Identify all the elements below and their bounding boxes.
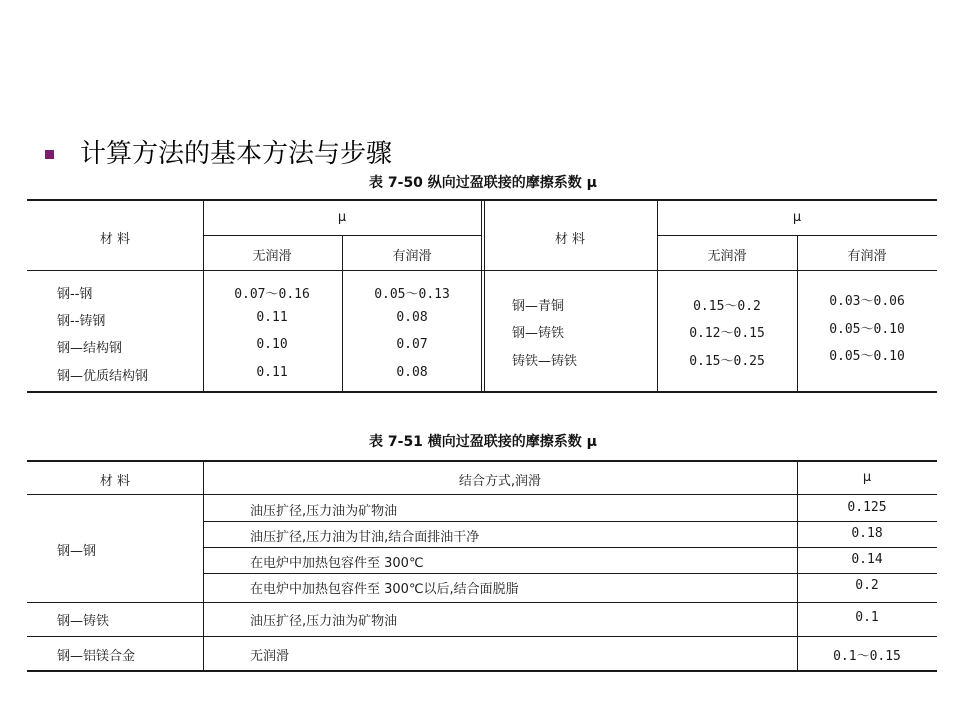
material-header: 材 料 [554, 232, 586, 247]
value-cell: 0.08 [396, 310, 428, 325]
bullet-icon [45, 150, 54, 159]
value-cell: 0.11 [256, 365, 288, 380]
method-cell: 在电炉中加热包容件至 300℃以后,结合面脱脂 [250, 582, 519, 597]
no-lube-header: 无润滑 [252, 249, 292, 264]
value-cell: 0.07～0.16 [234, 287, 310, 302]
table-rule [797, 461, 798, 670]
table-rule [27, 199, 937, 201]
material-cell: 铸铁—铸铁 [512, 354, 578, 369]
table-rule [27, 270, 937, 271]
table-rule [203, 547, 937, 548]
table-rule [797, 235, 798, 391]
table-rule [203, 573, 937, 574]
value-cell: 0.12～0.15 [689, 326, 765, 341]
mu-cell: 0.125 [847, 500, 887, 515]
table-rule [203, 461, 204, 670]
table-rule [27, 670, 937, 672]
table-rule [203, 200, 204, 391]
mu-cell: 0.18 [851, 526, 883, 541]
table-rule [27, 602, 937, 603]
material-cell: 钢—铸铁 [57, 614, 110, 629]
table-rule [27, 636, 937, 637]
method-cell: 油压扩径,压力油为矿物油 [250, 504, 398, 519]
table-rule [481, 200, 482, 391]
value-cell: 0.10 [256, 337, 288, 352]
material-cell: 钢--铸钢 [57, 314, 106, 329]
value-cell: 0.11 [256, 310, 288, 325]
slide-heading: 计算方法的基本方法与步骤 [80, 139, 393, 169]
method-cell: 在电炉中加热包容件至 300℃ [250, 556, 424, 571]
mu-cell: 0.1 [855, 610, 879, 625]
value-cell: 0.05～0.10 [829, 349, 905, 364]
method-header: 结合方式,润滑 [458, 474, 542, 489]
material-cell: 钢—结构钢 [57, 341, 123, 356]
table-rule [27, 460, 937, 462]
mu-cell: 0.14 [851, 552, 883, 567]
with-lube-header: 有润滑 [392, 249, 432, 264]
value-cell: 0.05～0.13 [374, 287, 450, 302]
material-cell: 钢—铝镁合金 [57, 649, 136, 664]
value-cell: 0.15～0.25 [689, 354, 765, 369]
value-cell: 0.05～0.10 [829, 322, 905, 337]
table-rule [484, 200, 485, 391]
material-header: 材 料 [99, 474, 131, 489]
material-cell: 钢—青铜 [512, 299, 565, 314]
mu-header: μ [862, 470, 872, 485]
table-7-51-caption: 表 7-51 横向过盈联接的摩擦系数 μ [369, 434, 597, 450]
method-cell: 油压扩径,压力油为甘油,结合面排油干净 [250, 530, 480, 545]
table-rule [203, 521, 937, 522]
material-cell: 钢—铸铁 [512, 326, 565, 341]
table-7-50-caption: 表 7-50 纵向过盈联接的摩擦系数 μ [369, 175, 597, 191]
table-rule [342, 235, 343, 391]
material-cell: 钢--钢 [57, 287, 93, 302]
mu-header: μ [792, 210, 802, 225]
material-header: 材 料 [99, 232, 131, 247]
value-cell: 0.03～0.06 [829, 294, 905, 309]
method-cell: 无润滑 [250, 649, 290, 664]
mu-cell: 0.2 [855, 578, 879, 593]
table-rule [27, 391, 937, 393]
method-cell: 油压扩径,压力油为矿物油 [250, 614, 398, 629]
table-rule [27, 494, 937, 495]
value-cell: 0.08 [396, 365, 428, 380]
value-cell: 0.15～0.2 [693, 299, 761, 314]
material-cell: 钢—优质结构钢 [57, 369, 149, 384]
mu-header: μ [337, 210, 347, 225]
no-lube-header: 无润滑 [707, 249, 747, 264]
table-rule [657, 200, 658, 391]
value-cell: 0.07 [396, 337, 428, 352]
with-lube-header: 有润滑 [847, 249, 887, 264]
material-cell: 钢—钢 [57, 544, 97, 559]
mu-cell: 0.1～0.15 [833, 649, 901, 664]
